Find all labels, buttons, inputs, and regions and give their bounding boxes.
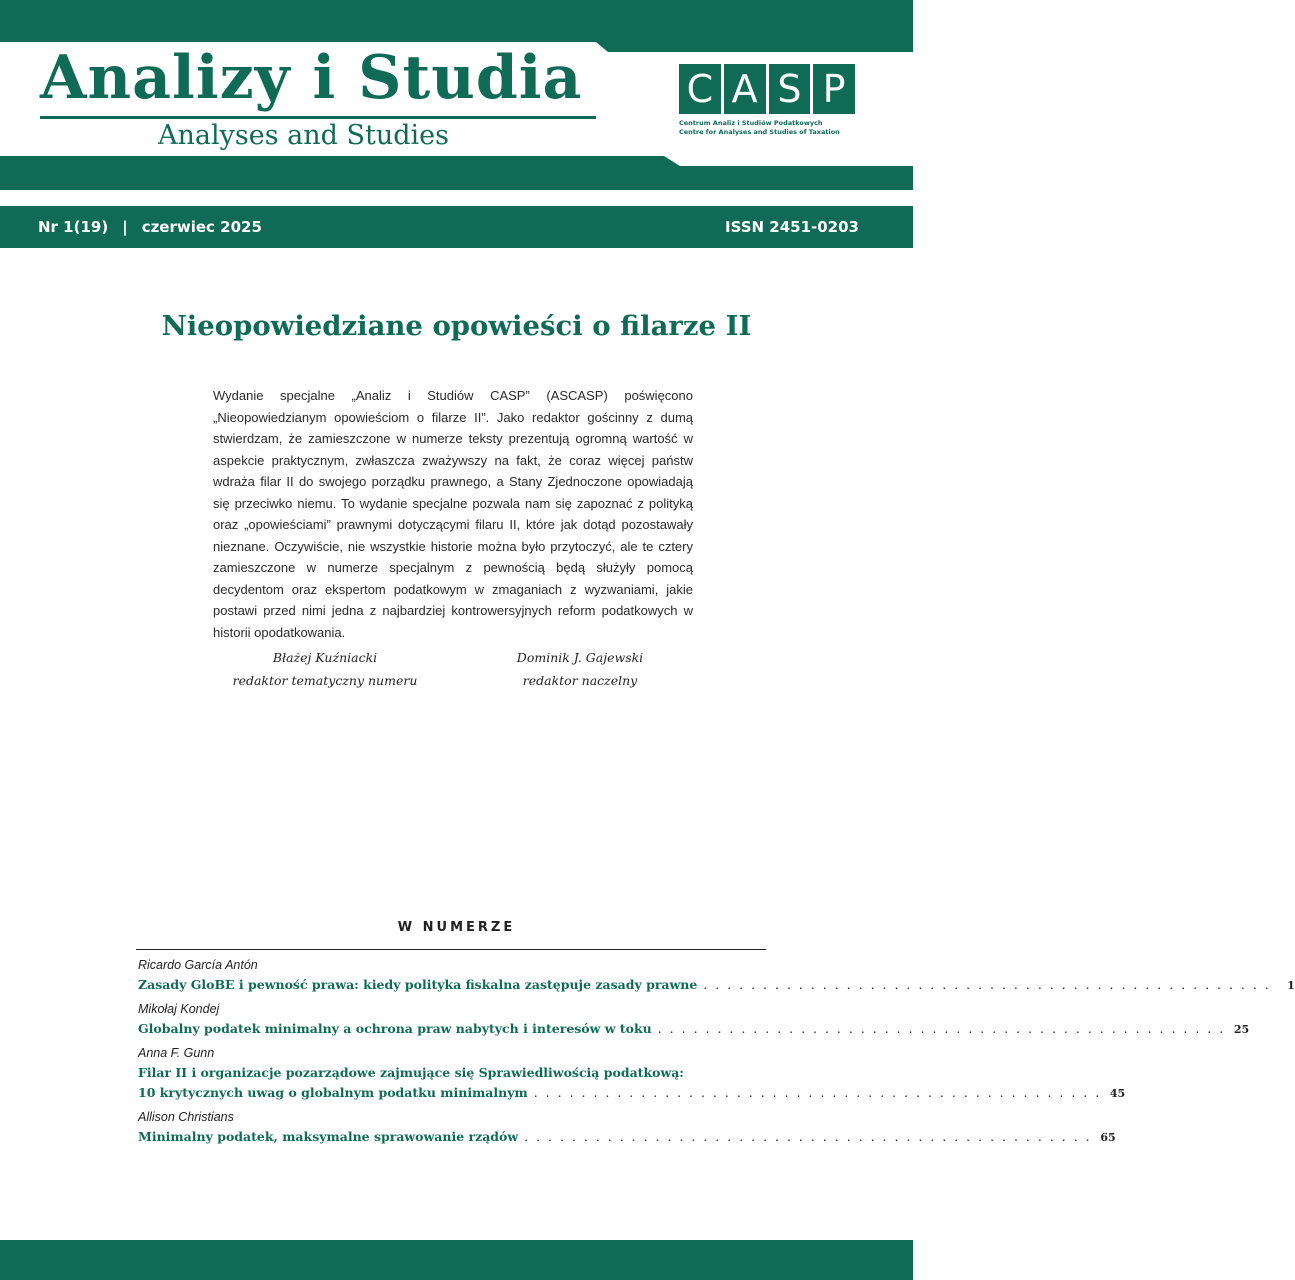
article-title: Nieopowiedziane opowieści o filarze II (161, 310, 752, 342)
signature-name: Błażej Kuźniacki (272, 650, 378, 665)
toc-author: Anna F. Gunn (138, 1046, 215, 1060)
toc-title-row[interactable] (138, 975, 1295, 996)
toc-heading: W NUMERZE (397, 920, 516, 935)
toc-leader-dots: . . . . . . . . . . . . . . . . . . . . . . . . . . . . . . . . . . . . . . . . . . . . . . . . (703, 977, 1271, 992)
signature-role: redaktor tematyczny numeru (232, 673, 418, 688)
logo-caption-pl: Centrum Analiz i Studiów Podatkowych (679, 119, 823, 127)
toc-entry[interactable] (138, 1108, 1116, 1148)
abstract-text: Wydanie specjalne „Analiz i Studiów CASP” (ASCASP) poświęcono „Nieopowiedzianym opowieściom o filarze II”. Jako redaktor gościnny z dumą stwierdzam, że zamieszczone w numerze teksty prezentują ogromną wartość w aspekcie praktycznym, zwłaszcza zważywszy na fakt, że coraz więcej państw wdraża filar II do swojego porządku prawnego, a Stany Zjednoczone opowiadają się przeciwko niemu. To wydanie specjalne pozwala nam się zapoznać z polityką oraz „opowieściami” prawnymi dotyczącymi filaru II, które jak dotąd pozostawały nieznane. Oczywiście, nie wszystkie historie można było przytoczyć, ale te cztery zamieszczone w numerze specjalnym z pewnością będą służyły pomocą decydentom oraz ekspertom podatkowym w zmaganiach z wyzwaniami, jakie postawi przed nimi jedna z najbardziej kontrowersyjnych reform podatkowych w historii opodatkowania. (213, 388, 693, 640)
header-band-slope (664, 156, 680, 166)
toc-title[interactable]: Zasady GloBE i pewność prawa: kiedy polityka fiskalna zastępuje zasady prawne (138, 977, 698, 992)
toc-divider (136, 949, 766, 950)
issue-separator: | (122, 218, 128, 236)
logo-letter-p: P (813, 64, 855, 114)
toc-title[interactable]: Minimalny podatek, maksymalne sprawowanie rządów (138, 1129, 519, 1144)
toc-page-number: 1 (1287, 979, 1295, 992)
title-underline (40, 116, 596, 119)
signature-editor-in-chief (480, 646, 680, 692)
toc-author: Ricardo García Antón (138, 958, 258, 972)
issue-number: Nr 1(19) (38, 218, 109, 236)
top-band-notch (596, 42, 913, 52)
toc-entry[interactable] (138, 1000, 1250, 1040)
logo-letter-a: A (724, 64, 766, 114)
issue-info-left (38, 218, 262, 236)
toc-page-number: 65 (1100, 1131, 1116, 1144)
top-green-band (0, 0, 913, 42)
issue-info-bar (0, 206, 913, 248)
signature-role: redaktor naczelny (522, 673, 638, 688)
journal-subtitle: Analyses and Studies (158, 120, 449, 151)
signature-guest-editor (210, 646, 440, 692)
toc-title-row[interactable] (138, 1019, 1250, 1040)
abstract (213, 385, 693, 643)
toc-leader-dots: . . . . . . . . . . . . . . . . . . . . . . . . . . . . . . . . . . . . . . . . . . . . . . . . (533, 1085, 1102, 1100)
header-band-top (0, 156, 664, 166)
toc-author: Allison Christians (138, 1110, 234, 1124)
logo-letter-c: C (679, 64, 721, 114)
logo-caption (679, 119, 879, 138)
bottom-green-band (0, 1240, 913, 1280)
casp-logo (679, 64, 855, 114)
toc-author: Mikołaj Kondej (138, 1002, 220, 1016)
toc-title-row[interactable] (138, 1083, 1126, 1104)
toc-page-number: 25 (1233, 1023, 1250, 1036)
toc-entry[interactable] (138, 956, 1295, 996)
signature-name: Dominik J. Gajewski (516, 650, 644, 665)
toc-title[interactable]: 10 krytycznych uwag o globalnym podatku minimalnym (138, 1085, 528, 1100)
toc-leader-dots: . . . . . . . . . . . . . . . . . . . . . . . . . . . . . . . . . . . . . . . . . . . . . . . . (657, 1021, 1226, 1036)
toc-title-first-line[interactable]: Filar II i organizacje pozarządowe zajmujące się Sprawiedliwością podatkową: (138, 1065, 684, 1080)
toc-page-number: 45 (1109, 1087, 1126, 1100)
logo-letter-s: S (769, 64, 811, 114)
toc-title[interactable]: Globalny podatek minimalny a ochrona praw nabytych i interesów w toku (138, 1021, 652, 1036)
table-of-contents (138, 956, 1295, 1152)
issn: ISSN 2451-0203 (724, 218, 859, 236)
header-band (0, 166, 913, 190)
toc-title-row[interactable] (138, 1127, 1116, 1148)
issue-date: czerwiec 2025 (141, 218, 262, 236)
toc-entry[interactable] (138, 1044, 1126, 1104)
logo-caption-en: Centre for Analyses and Studies of Taxation (679, 128, 840, 137)
toc-leader-dots: . . . . . . . . . . . . . . . . . . . . . . . . . . . . . . . . . . . . . . . . . . . . . . . . (524, 1129, 1092, 1144)
journal-title: Analizy i Studia (40, 43, 583, 113)
